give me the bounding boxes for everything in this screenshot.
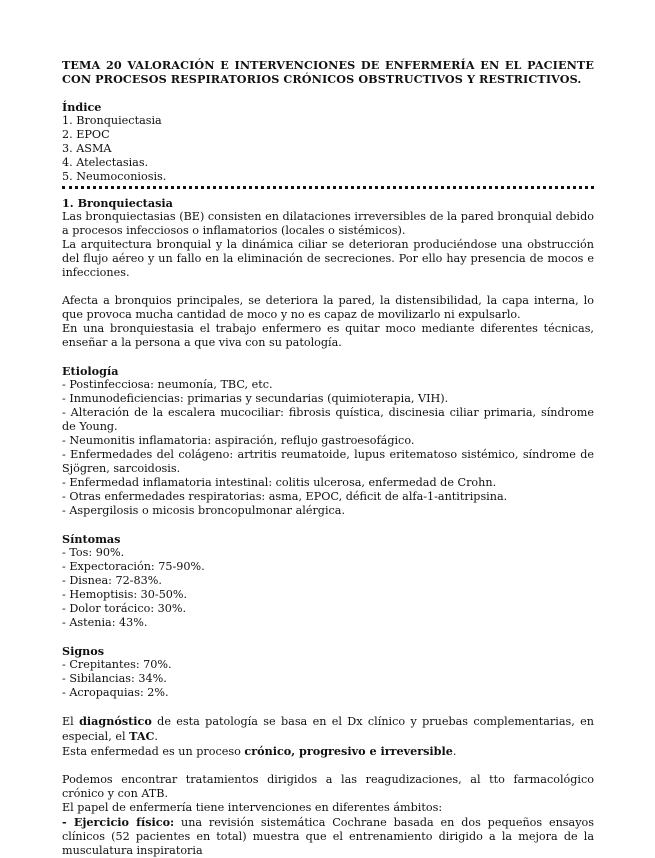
bold-term: - Ejercicio físico:	[62, 815, 175, 829]
list-item: - Inmunodeficiencias: primarias y secundarias (quimioterapia, VIH).	[62, 392, 449, 405]
index-item: 2. EPOC	[62, 128, 110, 141]
etiologia-section	[62, 364, 594, 518]
list-item: - Aspergilosis o micosis broncopulmonar alérgica.	[62, 504, 346, 517]
paragraph: La arquitectura bronquial y la dinámica ciliar se deterioran produciéndose una obstrucción del flujo aéreo y un fallo en la eliminación de secreciones. Por ello hay presencia de mocos e infecciones.	[62, 238, 594, 279]
text-run: El	[62, 715, 80, 728]
list-item: - Postinfecciosa: neumonía, TBC, etc.	[62, 378, 273, 391]
paragraph: Podemos encontrar tratamientos dirigidos a las reagudizaciones, al tto farmacológico crónico y con ATB.	[62, 773, 594, 800]
paragraph: Afecta a bronquios principales, se deteriora la pared, la distensibilidad, la capa interna, lo que provoca mucha cantidad de moco y no es capaz de movilizarlo ni expulsarlo.	[62, 294, 594, 321]
index-item: 3. ASMA	[62, 142, 112, 155]
list-item: - Otras enfermedades respiratorias: asma, EPOC, déficit de alfa-1-antitripsina.	[62, 490, 508, 503]
list-item: - Acropaquias: 2%.	[62, 686, 169, 699]
signos-heading: Signos	[62, 644, 105, 658]
document-title: TEMA 20 VALORACIÓN E INTERVENCIONES DE ENFERMERÍA EN EL PACIENTE CON PROCESOS RESPIRATORIOS CRÓNICOS OBSTRUCTIVOS Y RESTRICTIVOS.	[62, 58, 594, 86]
list-item: - Expectoración: 75-90%.	[62, 560, 205, 573]
diagnostico-sentence	[62, 714, 594, 744]
list-item: - Neumonitis inflamatoria: aspiración, reflujo gastroesofágico.	[62, 434, 415, 447]
etiologia-heading: Etiología	[62, 364, 119, 378]
sintomas-section	[62, 532, 594, 630]
sintomas-heading: Síntomas	[62, 532, 121, 546]
list-item: - Sibilancias: 34%.	[62, 672, 167, 685]
list-item: - Astenia: 43%.	[62, 616, 148, 629]
paragraph: En una bronquiestasia el trabajo enfermero es quitar moco mediante diferentes técnicas, enseñar a la persona a que viva con su patología.	[62, 322, 594, 349]
text-run: una revisión sistemática Cochrane basada en dos pequeños ensayos clínicos (52 pacientes en total) muestra que el entrenamiento dirigido a la mejora de la musculatura inspiratoria	[62, 816, 595, 857]
list-item: - Hemoptisis: 30-50%.	[62, 588, 188, 601]
index-item: 4. Atelectasias.	[62, 156, 149, 169]
bold-term: crónico, progresivo e irreversible	[244, 744, 453, 758]
list-item: - Alteración de la escalera mucociliar: fibrosis quística, discinesia ciliar primaria, síndrome de Young.	[62, 406, 594, 433]
list-item: - Dolor torácico: 30%.	[62, 602, 187, 615]
index-section	[62, 100, 594, 184]
list-item: - Enfermedades del colágeno: artritis reumatoide, lupus eritematoso sistémico, síndrome de Sjögren, sarcoidosis.	[62, 448, 594, 475]
diagnostico-sentence	[62, 744, 594, 759]
bold-term: diagnóstico	[79, 714, 152, 728]
index-item: 5. Neumoconiosis.	[62, 170, 167, 183]
section-heading: 1. Bronquiectasia	[62, 196, 173, 210]
text-run: Esta enfermedad es un proceso	[62, 745, 245, 758]
index-heading: Índice	[62, 100, 102, 114]
paragraph: Las bronquiectasias (BE) consisten en dilataciones irreversibles de la pared bronquial debido a procesos infecciosos o inflamatorios (locales o sistémicos).	[62, 210, 594, 237]
diagnostico-section	[62, 714, 594, 759]
bold-term: TAC	[129, 729, 155, 743]
list-item: - Crepitantes: 70%.	[62, 658, 172, 671]
section-bronquiectasia	[62, 196, 594, 350]
document-page	[62, 58, 594, 858]
signos-section	[62, 644, 594, 700]
paragraph: El papel de enfermería tiene intervenciones en diferentes ámbitos:	[62, 801, 443, 814]
index-item: 1. Bronquiectasia	[62, 114, 162, 127]
list-item: - Tos: 90%.	[62, 546, 125, 559]
text-run: .	[154, 730, 158, 743]
paragraph	[62, 815, 594, 858]
text-run: .	[452, 745, 457, 758]
list-item: - Enfermedad inflamatoria intestinal: colitis ulcerosa, enfermedad de Crohn.	[62, 476, 497, 489]
text-run: de esta patología se basa en el Dx clínico y pruebas complementarias, en especial, el	[62, 715, 594, 743]
tratamiento-section	[62, 773, 594, 858]
list-item: - Disnea: 72-83%.	[62, 574, 162, 587]
dotted-divider	[62, 186, 594, 189]
